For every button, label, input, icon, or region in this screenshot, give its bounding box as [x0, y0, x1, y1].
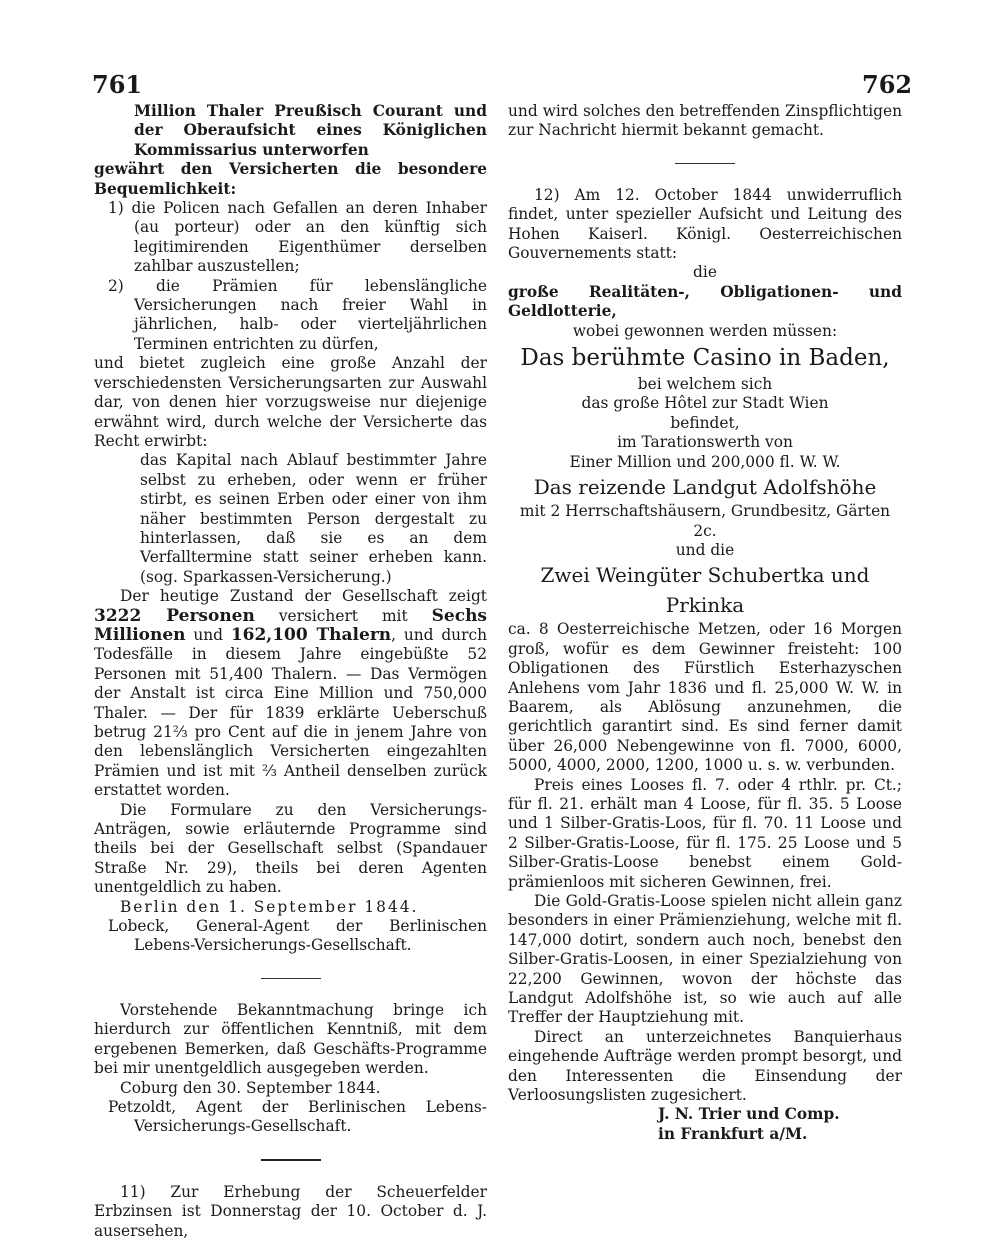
left-paragraph-11: 11) Zur Erhebung der Scheuerfelder Erbzinsen ist Donnerstag der 10. October d. J. ausersehen, [94, 1182, 487, 1240]
casino-line-3: befindet, [670, 413, 740, 432]
right-paragraph-prizes: ca. 8 Oesterreichische Metzen, oder 16 Morgen groß, wofür es dem Gewinner freisteht: 100 Obligationen des Fürstlich Esterhazyschen Anlehens vom Jahr 1836 und fl. 25,000 W. W. in Baarem, als Ablösung anzunehmen, die gerichtlich garantirt sind. Es sind ferner damit über 26,000 Nebengewinne von fl. 7000, 6000, 5000, 4000, 2000, 1200, 1000 u. s. w. verbunden. [508, 620, 902, 775]
prize-title-weingueter: Zwei Weingüter Schubertka und Prkinka [540, 563, 870, 618]
left-paragraph-insurance-types: und bietet zugleich eine große Anzahl der verschiedensten Versicherungsarten zur Auswahl dar, von denen hier vorzugsweise nur diejenige erwähnt wird, durch welche der Versicherte das Recht erwirbt: [94, 354, 487, 450]
left-benefit-heading: gewährt den Versicherten die besondere Bequemlichkeit: [94, 160, 487, 198]
casino-line-2: das große Hôtel zur Stadt Wien [581, 394, 829, 413]
state-text-g: , und durch Todesfälle in diesem Jahre eingebüßte 52 Personen mit 51,400 Thalern. — Das Vermögen der Anstalt ist circa Eine Million und 750,000 Thaler. — Der für 1839 erklärte Ueberschuß betrug 21⅔ pro Cent auf die in jenem Jahre von den lebenslänglich Versicherten eingezahlten Prämien und ist mit ⅔ Antheil denselben zurück erstattet worden. [94, 625, 487, 800]
right-paragraph-prices: Preis eines Looses fl. 7. oder 4 rthlr. pr. Ct.; für fl. 21. erhält man 4 Loose, für fl. 35. 5 Loose und 1 Silber-Gratis-Loos, für fl. 70. 11 Loose und 2 Silber-Gratis-Loose, für fl. 175. 25 Loose und 5 Silber-Gratis-Loose benebst einem Gold-prämienloos mit sicheren Gewinnen, frei. [508, 775, 902, 891]
casino-line-1: bei welchem sich [637, 375, 773, 394]
left-signature-2: Petzoldt, Agent der Berlinischen Lebens-Versicherungs-Gesellschaft. [108, 1097, 487, 1136]
adolfshoehe-line-1: mit 2 Herrschaftshäusern, Grundbesitz, Gärten 2c. [519, 502, 891, 540]
right-column [508, 102, 902, 1144]
left-paragraph-announcement: Vorstehende Bekanntmachung bringe ich hierdurch zur öffentlichen Kenntniß, mit dem ergebenen Bemerken, daß Geschäfts-Programme bei mir unentgeldlich ausgegeben werden. [94, 1000, 487, 1078]
left-item-2: 2) die Prämien für lebenslängliche Versicherungen nach freier Wahl in jährlichen, halb- oder vierteljährlichen Terminen entrichten zu dürfen, [108, 276, 487, 353]
state-text-a: Der heutige Zustand der Gesellschaft zeigt [120, 587, 487, 606]
state-persons: 3222 Personen [94, 605, 255, 626]
state-thalers: 162,100 Thalern [230, 624, 392, 645]
divider [261, 1159, 321, 1161]
right-die: die [693, 263, 717, 282]
state-text-c: versichert mit [254, 606, 432, 625]
page-number-left: 761 [92, 70, 143, 99]
prize-title-adolfshoehe: Das reizende Landgut Adolfshöhe [533, 475, 877, 500]
left-column [94, 102, 487, 1241]
prize-title-casino: Das berühmte Casino in Baden, [520, 345, 890, 372]
right-won: wobei gewonnen werden müssen: [572, 321, 838, 340]
right-paragraph-continuation: und wird solches den betreffenden Zinspflichtigen zur Nachricht hiermit bekannt gemacht. [508, 102, 902, 140]
left-place-date-1: Berlin den 1. September 1844. [120, 897, 419, 916]
right-lottery-heading: große Realitäten-, Obligationen- und Geldlotterie, [508, 282, 902, 321]
left-signature-1: Lobeck, General-Agent der Berlinischen Lebens-Versicherungs-Gesellschaft. [108, 917, 487, 955]
left-paragraph-capital: das Kapital nach Ablauf bestimmter Jahre selbst zu erheben, oder wenn er früher stirbt, es seinen Erben oder einer von ihm näher bestimmten Person dergestalt zu hinterlassen, daß sie es an dem Verfalltermine statt seiner erheben kann. (sog. Sparkassen-Versicherung.) [140, 451, 487, 586]
left-place-date-2: Coburg den 30. September 1844. [120, 1078, 381, 1097]
page-number-right: 762 [862, 70, 913, 99]
casino-line-4: im Tarationswerth von [617, 433, 793, 452]
left-paragraph-state [94, 587, 487, 800]
state-millions: Sechs Millionen [94, 605, 487, 645]
right-paragraph-12: 12) Am 12. October 1844 unwiderruflich findet, unter spezieller Aufsicht und Leitung des Hohen Kaiserl. Königl. Oesterreichischen Gouvernements statt: [508, 185, 902, 263]
right-signature-place: in Frankfurt a/M. [658, 1124, 808, 1143]
divider [261, 978, 321, 979]
left-item-1: 1) die Policen nach Gefallen an deren Inhaber (au porteur) oder an den künftig sich legitimirenden Eigenthümer derselben zahlbar auszustellen; [108, 199, 487, 276]
left-paragraph-forms: Die Formulare zu den Versicherungs-Anträgen, sowie erläuternde Programme sind theils bei der Gesellschaft selbst (Spandauer Straße Nr. 29), theils bei deren Agenten unentgeldlich zu haben. [94, 800, 487, 897]
casino-line-5: Einer Million und 200,000 fl. W. W. [569, 452, 841, 471]
adolfshoehe-line-2: und die [675, 540, 735, 559]
right-paragraph-orders: Direct an unterzeichnetes Banquierhaus eingehende Aufträge werden prompt besorgt, und den Interessenten die Einsendung der Verloosungslisten zugesichert. [508, 1027, 902, 1105]
right-paragraph-gold-lose: Die Gold-Gratis-Loose spielen nicht allein ganz besonders in einer Prämienziehung, welche mit fl. 147,000 dotirt, sondern auch noch, benebst den Silber-Gratis-Loosen, in einer Spezialziehung von 22,200 Gewinnen, wovon der höchste das Landgut Adolfshöhe ist, so wie auch auf alle Treffer der Hauptziehung mit. [508, 892, 902, 1027]
divider [675, 163, 735, 164]
left-intro: Million Thaler Preußisch Courant und der Oberaufsicht eines Königlichen Kommissarius unterworfen [134, 102, 487, 159]
state-text-e: und [185, 625, 231, 644]
right-signature-name: J. N. Trier und Comp. [658, 1105, 840, 1124]
